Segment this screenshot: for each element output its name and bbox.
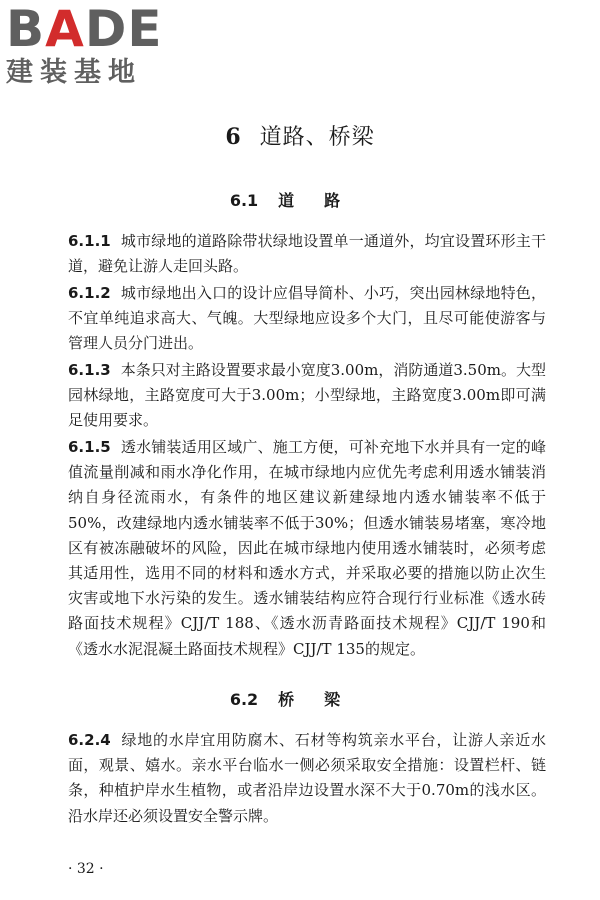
section-number: 6.1 — [229, 191, 259, 210]
chapter-title — [0, 122, 600, 153]
clause-text: 透水铺装适用区域广、施工方便，可补充地下水并具有一定的峰值流量削减和雨水净化作用，在城市绿地内应优先考虑利用透水铺装消纳自身径流雨水，有条件的地区建议新建绿地内透水铺装率不低于50%，改建绿地内透水铺装率不低于30%；但透水铺装易堵塞，寒冷地区有被冻融破坏的风险，因此在城市绿地内使用透水铺装时，必须考虑其适用性，选用不同的材料和透水方式，并采取必要的措施以防止次生灾害或地下水污染的发生。透水铺装结构应符合现行行业标准《透水砖路面技术规程》CJJ/T 188、《透水沥青路面技术规程》CJJ/T 190和《透水水泥混凝土路面技术规程》CJJ/T 135的规定。 — [68, 438, 546, 658]
bade-logo — [6, 0, 174, 90]
clause-text: 本条只对主路设置要求最小宽度3.00m，消防通道3.50m。大型园林绿地，主路宽度可大于3.00m；小型绿地，主路宽度3.00m即可满足使用要求。 — [68, 361, 546, 430]
clause-number: 6.1.1 — [68, 232, 111, 250]
clause-text: 城市绿地的道路除带状绿地设置单一通道外，均宜设置环形主干道，避免让游人走回头路。 — [68, 232, 546, 276]
logo-letter-b: B — [6, 0, 46, 58]
chapter-number: 6 — [225, 124, 242, 150]
clause-6-1-3 — [68, 358, 546, 434]
logo-letters-de: DE — [84, 0, 163, 58]
clause-6-1-2 — [68, 281, 546, 357]
logo-wordmark — [6, 0, 174, 58]
clause-number: 6.1.3 — [68, 361, 111, 379]
section-number: 6.2 — [229, 690, 259, 709]
clause-6-2-4 — [68, 728, 546, 829]
logo-letter-a: A — [45, 0, 85, 58]
clause-text: 城市绿地出入口的设计应倡导简朴、小巧，突出园林绿地特色，不宜单纯追求高大、气魄。大型绿地应设多个大门，且尽可能使游客与管理人员分门进出。 — [68, 284, 546, 353]
clause-number: 6.2.4 — [68, 731, 111, 749]
section-name: 道路 — [278, 191, 371, 210]
clause-text: 绿地的水岸宜用防腐木、石材等构筑亲水平台，让游人亲近水面，观景、嬉水。亲水平台临水一侧必须采取安全措施：设置栏杆、链条，种植护岸水生植物，或者沿岸边设置水深不大于0.70m的浅水区。沿水岸还必须设置安全警示牌。 — [68, 731, 546, 825]
section-title-bridges — [0, 689, 600, 711]
chapter-name: 道路、桥梁 — [259, 125, 375, 150]
section-name: 桥梁 — [278, 690, 371, 709]
clause-6-1-5 — [68, 435, 546, 662]
clause-6-1-1 — [68, 229, 546, 279]
section-title-roads — [0, 190, 600, 212]
logo-subtitle: 建装基地 — [6, 57, 142, 88]
clause-number: 6.1.5 — [68, 438, 111, 456]
page-number: · 32 · — [68, 861, 104, 877]
clause-number: 6.1.2 — [68, 284, 111, 302]
